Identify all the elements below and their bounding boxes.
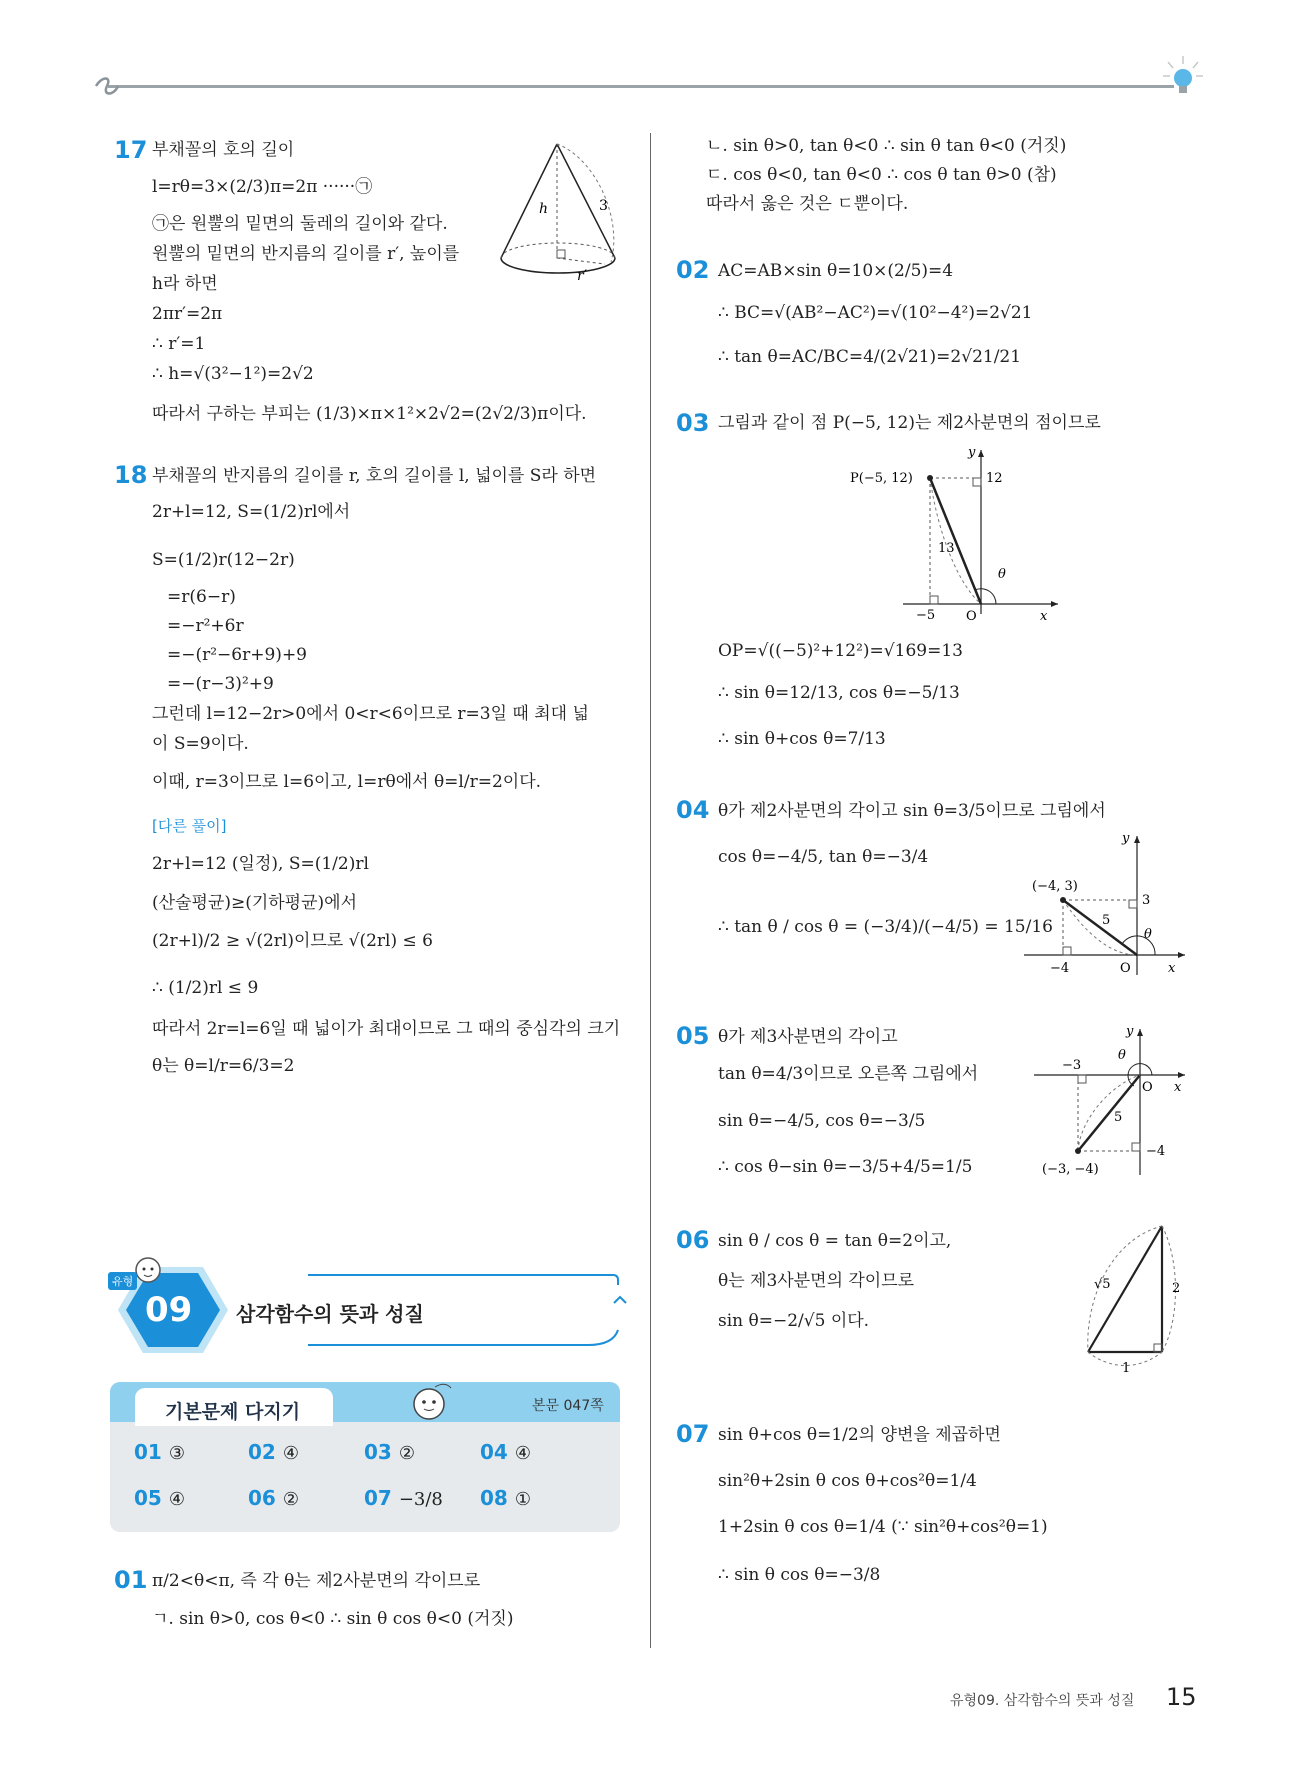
p03-origin-label: O bbox=[966, 609, 977, 624]
lightbulb-icon bbox=[1160, 54, 1206, 104]
p18-alt-line-4: ∴ (1/2)rl ≤ 9 bbox=[152, 978, 259, 998]
p02-line-1: AC=AB×sin θ=10×(2/5)=4 bbox=[718, 261, 954, 281]
basic-answers-ref: 본문 047쪽 bbox=[532, 1398, 604, 1414]
p05-origin-label: O bbox=[1142, 1080, 1153, 1095]
p04-line-1: θ가 제2사분면의 각이고 sin θ=3/5이므로 그림에서 bbox=[718, 801, 1106, 821]
p03-line-3: ∴ sin θ=12/13, cos θ=−5/13 bbox=[718, 683, 960, 703]
p06-line-1: sin θ / cos θ = tan θ=2이고, bbox=[718, 1231, 952, 1251]
answer-item: 06 ② bbox=[248, 1486, 299, 1510]
ribbon-knot-icon bbox=[92, 72, 122, 102]
p17-line-4: 원뿔의 밑면의 반지름의 길이를 r′, 높이를 bbox=[152, 244, 460, 264]
p02-line-2: ∴ BC=√(AB²−AC²)=√(10²−4²)=2√21 bbox=[718, 303, 1033, 323]
p05-x-label: x bbox=[1174, 1080, 1182, 1095]
p03-line-1: 그림과 같이 점 P(−5, 12)는 제2사분면의 점이므로 bbox=[718, 413, 1101, 433]
p05-line-4: ∴ cos θ−sin θ=−3/5+4/5=1/5 bbox=[718, 1157, 973, 1177]
footer-label: 유형09. 삼각함수의 뜻과 성질 bbox=[950, 1693, 1135, 1709]
p05-line-1: θ가 제3사분면의 각이고 bbox=[718, 1027, 898, 1047]
p06-opp-label: 2 bbox=[1172, 1281, 1181, 1296]
p04-line-3: ∴ tan θ / cos θ = (−3/4)/(−4/5) = 15/16 bbox=[718, 917, 1053, 937]
p18-line-6: =−(r²−6r+9)+9 bbox=[167, 645, 308, 665]
p18-line-10: 이때, r=3이므로 l=6이고, l=rθ에서 θ=l/r=2이다. bbox=[152, 772, 542, 792]
p03-point-label: P(−5, 12) bbox=[850, 471, 913, 486]
answer-item: 05 ④ bbox=[134, 1486, 185, 1510]
p03-line-2: OP=√((−5)²+12²)=√169=13 bbox=[718, 641, 963, 661]
p05-line-3: sin θ=−4/5, cos θ=−3/5 bbox=[718, 1111, 926, 1131]
p04-theta-label: θ bbox=[1144, 927, 1152, 942]
p07-line-4: ∴ sin θ cos θ=−3/8 bbox=[718, 1565, 881, 1585]
p06-line-3: sin θ=−2/√5 이다. bbox=[718, 1311, 870, 1331]
p05-point-label: (−3, −4) bbox=[1042, 1162, 1099, 1177]
p06-adj-label: 1 bbox=[1122, 1361, 1131, 1376]
p17-line-6: 2πr′=2π bbox=[152, 304, 223, 324]
p05-ym4-label: −4 bbox=[1146, 1144, 1166, 1159]
p05-radius-label: 5 bbox=[1114, 1110, 1123, 1125]
p18-alt-line-1: 2r+l=12 (일정), S=(1/2)rl bbox=[152, 854, 369, 874]
answer-item: 04 ④ bbox=[480, 1440, 531, 1464]
section-badge-small: 유형 bbox=[108, 1272, 137, 1290]
p01-line-2: ㄱ. sin θ>0, cos θ<0 ∴ sin θ cos θ<0 (거짓) bbox=[152, 1609, 514, 1629]
p03-line-4: ∴ sin θ+cos θ=7/13 bbox=[718, 729, 886, 749]
cone-slant-label: 3 bbox=[599, 198, 608, 214]
p18-alt-line-3: (2r+l)/2 ≥ √(2rl)이므로 √(2rl) ≤ 6 bbox=[152, 931, 433, 951]
p02-line-3: ∴ tan θ=AC/BC=4/(2√21)=2√21/21 bbox=[718, 347, 1022, 367]
header-rule bbox=[108, 85, 1174, 88]
p03-figure bbox=[848, 444, 1078, 624]
p17-line-7: ∴ r′=1 bbox=[152, 334, 206, 354]
p03-y12-label: 12 bbox=[986, 471, 1003, 486]
p18-line-1: 부채꼴의 반지름의 길이를 r, 호의 길이를 l, 넓이를 S라 하면 bbox=[152, 466, 597, 486]
p17-line-9: 따라서 구하는 부피는 (1/3)×π×1²×2√2=(2√2/3)π이다. bbox=[152, 404, 587, 424]
page-number: 15 bbox=[1166, 1683, 1197, 1711]
cone-radius-label: r′ bbox=[577, 268, 587, 284]
p17-line-5: h라 하면 bbox=[152, 274, 218, 294]
mascot-thinking-icon bbox=[405, 1378, 461, 1426]
problem-number-17: 17 bbox=[114, 136, 148, 164]
basic-answers-title: 기본문제 다지기 bbox=[165, 1401, 301, 1423]
p06-figure bbox=[1080, 1220, 1200, 1380]
p17-line-8: ∴ h=√(3²−1²)=2√2 bbox=[152, 364, 314, 384]
problem-number-05: 05 bbox=[676, 1022, 710, 1050]
p04-x-label: x bbox=[1168, 961, 1176, 976]
answer-item: 03 ② bbox=[364, 1440, 415, 1464]
answer-item: 08 ① bbox=[480, 1486, 531, 1510]
p18-alt-line-5: 따라서 2r=l=6일 때 넓이가 최대이므로 그 때의 중심각의 크기 bbox=[152, 1019, 621, 1039]
p18-line-2: 2r+l=12, S=(1/2)rl에서 bbox=[152, 502, 351, 522]
p04-xm4-label: −4 bbox=[1050, 961, 1070, 976]
p18-line-9: 이 S=9이다. bbox=[152, 734, 249, 754]
p03-radius-label: 13 bbox=[938, 541, 955, 556]
p18-line-4: =r(6−r) bbox=[167, 587, 236, 607]
alt-solution-label: [다른 풀이] bbox=[152, 817, 227, 835]
p01-line-3: ㄴ. sin θ>0, tan θ<0 ∴ sin θ tan θ<0 (거짓) bbox=[706, 136, 1067, 156]
p05-theta-label: θ bbox=[1118, 1048, 1126, 1063]
p07-line-3: 1+2sin θ cos θ=1/4 (∵ sin²θ+cos²θ=1) bbox=[718, 1517, 1048, 1537]
p18-line-5: =−r²+6r bbox=[167, 616, 244, 636]
p03-x-label: x bbox=[1040, 609, 1048, 624]
p05-y-label: y bbox=[1126, 1025, 1134, 1039]
p17-line-3: ㉠은 원뿔의 밑면의 둘레의 길이와 같다. bbox=[152, 214, 448, 234]
answer-item: 01 ③ bbox=[134, 1440, 185, 1464]
cone-figure bbox=[495, 138, 625, 298]
p07-line-2: sin²θ+2sin θ cos θ+cos²θ=1/4 bbox=[718, 1471, 977, 1491]
p17-line-2: l=rθ=3×(2/3)π=2π ······㉠ bbox=[152, 177, 373, 197]
answer-item: 02 ④ bbox=[248, 1440, 299, 1464]
problem-number-03: 03 bbox=[676, 409, 710, 437]
p06-hyp-label: √5 bbox=[1094, 1277, 1111, 1292]
problem-number-02: 02 bbox=[676, 256, 710, 284]
problem-number-18: 18 bbox=[114, 461, 148, 489]
p01-line-5: 따라서 옳은 것은 ㄷ뿐이다. bbox=[706, 194, 909, 214]
p04-origin-label: O bbox=[1120, 961, 1131, 976]
p17-line-1: 부채꼴의 호의 길이 bbox=[152, 140, 295, 160]
p06-line-2: θ는 제3사분면의 각이므로 bbox=[718, 1271, 915, 1291]
problem-number-04: 04 bbox=[676, 796, 710, 824]
p04-point-label: (−4, 3) bbox=[1032, 879, 1078, 894]
p04-line-2: cos θ=−4/5, tan θ=−3/4 bbox=[718, 847, 929, 867]
p18-line-8: 그런데 l=12−2r>0에서 0<r<6이므로 r=3일 때 최대 넓 bbox=[152, 704, 589, 724]
p07-line-1: sin θ+cos θ=1/2의 양변을 제곱하면 bbox=[718, 1425, 1001, 1445]
p04-figure bbox=[1020, 830, 1200, 980]
p18-alt-line-6: θ는 θ=l/r=6/3=2 bbox=[152, 1056, 295, 1076]
p18-line-3: S=(1/2)r(12−2r) bbox=[152, 550, 295, 570]
p04-y-label: y bbox=[1122, 831, 1130, 846]
cone-height-label: h bbox=[539, 201, 549, 217]
section-number: 09 bbox=[145, 1290, 193, 1330]
p03-y-label: y bbox=[968, 445, 976, 460]
problem-number-07: 07 bbox=[676, 1420, 710, 1448]
column-divider bbox=[650, 133, 651, 1648]
p03-xm5-label: −5 bbox=[916, 608, 936, 623]
p04-radius-label: 5 bbox=[1102, 913, 1111, 928]
p04-y3-label: 3 bbox=[1142, 893, 1151, 908]
p18-line-7: =−(r−3)²+9 bbox=[167, 674, 274, 694]
answer-item: 07 −3/8 bbox=[364, 1486, 443, 1510]
problem-number-01: 01 bbox=[114, 1566, 148, 1594]
p18-alt-line-2: (산술평균)≥(기하평균)에서 bbox=[152, 893, 357, 913]
p05-xm3-label: −3 bbox=[1062, 1058, 1082, 1073]
p05-figure bbox=[1030, 1025, 1200, 1185]
p03-theta-label: θ bbox=[998, 567, 1006, 582]
p01-line-1: π/2<θ<π, 즉 각 θ는 제2사분면의 각이므로 bbox=[152, 1571, 481, 1591]
p01-line-4: ㄷ. cos θ<0, tan θ<0 ∴ cos θ tan θ>0 (참) bbox=[706, 165, 1057, 185]
section-title: 삼각함수의 뜻과 성질 bbox=[236, 1302, 424, 1326]
problem-number-06: 06 bbox=[676, 1226, 710, 1254]
p05-line-2: tan θ=4/3이므로 오른쪽 그림에서 bbox=[718, 1064, 979, 1084]
